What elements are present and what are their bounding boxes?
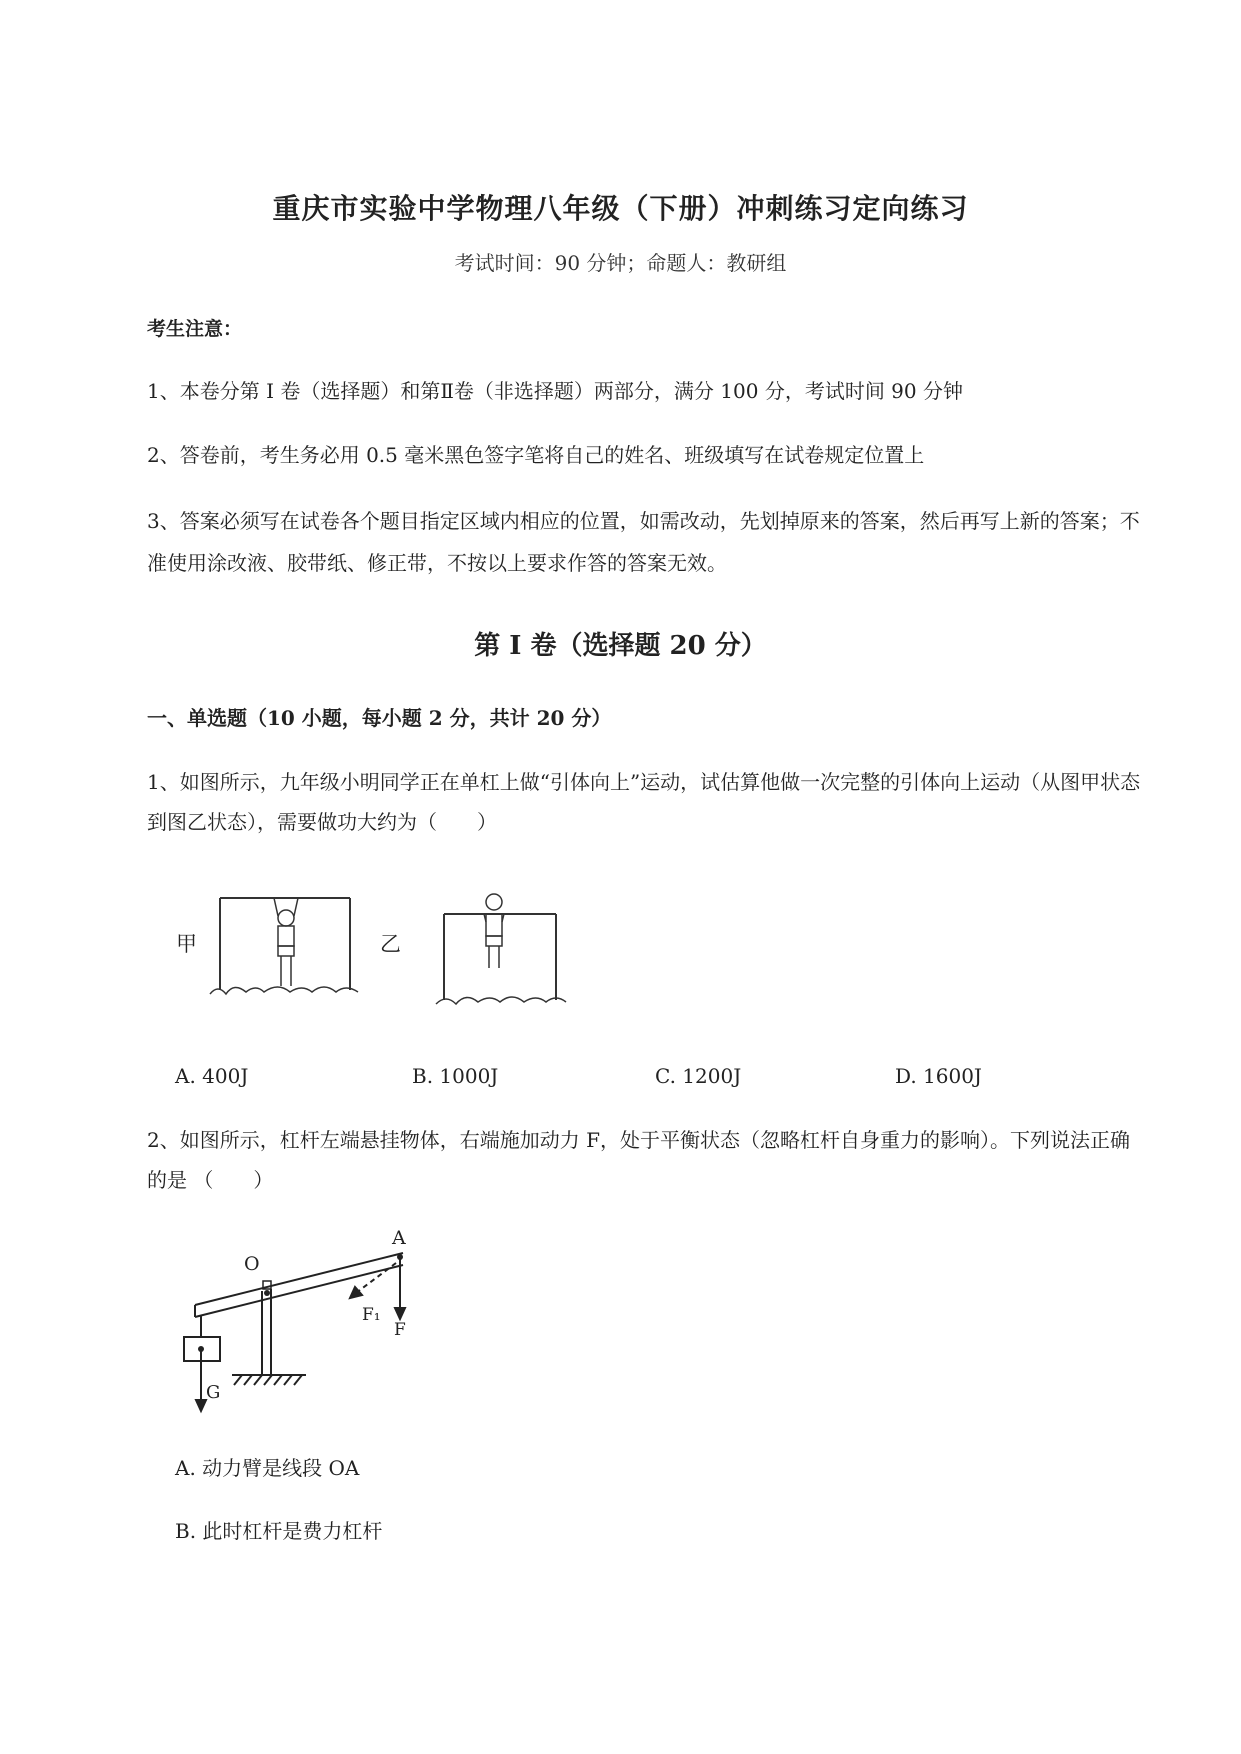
q1-option-c: C. 1200J [655, 1064, 742, 1088]
notice-item-2: 2、答卷前，考生务必用 0.5 毫米黑色签字笔将自己的姓名、班级填写在试卷规定位置上 [147, 443, 925, 467]
weight-g-label: G [206, 1382, 221, 1403]
q1-option-a: A. 400J [175, 1064, 249, 1088]
force-f1-label: F₁ [362, 1305, 381, 1325]
force-f-label: F [394, 1320, 406, 1340]
notice-item-1: 1、本卷分第 I 卷（选择题）和第Ⅱ卷（非选择题）两部分，满分 100 分，考试时间 90 分钟 [147, 379, 963, 403]
point-a-label: A [392, 1227, 406, 1249]
lever-bar [195, 1253, 403, 1305]
section-title: 第 I 卷（选择题 20 分） [474, 631, 767, 661]
exam-info: 考试时间：90 分钟；命题人：教研组 [454, 251, 787, 275]
page-title: 重庆市实验中学物理八年级（下册）冲刺练习定向练习 [272, 192, 969, 225]
question-2-text: 2、如图所示，杠杆左端悬挂物体，右端施加动力 F，处于平衡状态（忽略杠杆自身重力的影响）。下列说法正确的是 （ ） [147, 1128, 1130, 1192]
pull-up-frame-yi [436, 914, 566, 1004]
point-o-label: O [244, 1253, 260, 1275]
part-heading: 一、单选题（10 小题，每小题 2 分，共计 20 分） [147, 706, 612, 730]
q2-option-b: B. 此时杠杆是费力杠杆 [175, 1519, 383, 1543]
figure-label-jia: 甲 [176, 932, 197, 956]
q1-option-b: B. 1000J [412, 1064, 499, 1088]
hanging-person-icon [274, 898, 298, 986]
question-1-text: 1、如图所示，九年级小明同学正在单杠上做“引体向上”运动，试估算他做一次完整的引体向上运动（从图甲状态到图乙状态），需要做功大约为（ ） [147, 770, 1141, 834]
figure-label-yi: 乙 [380, 932, 401, 956]
q1-option-d: D. 1600J [895, 1064, 982, 1088]
notice-heading: 考生注意： [147, 318, 243, 340]
notice-item-3: 3、答案必须写在试卷各个题目指定区域内相应的位置，如需改动，先划掉原来的答案，然后再写上新的答案；不准使用涂改液、胶带纸、修正带，不按以上要求作答的答案无效。 [147, 509, 1140, 575]
q2-option-a: A. 动力臂是线段 OA [175, 1456, 360, 1480]
pull-up-figure [200, 878, 580, 1018]
raised-person-icon [484, 894, 504, 968]
